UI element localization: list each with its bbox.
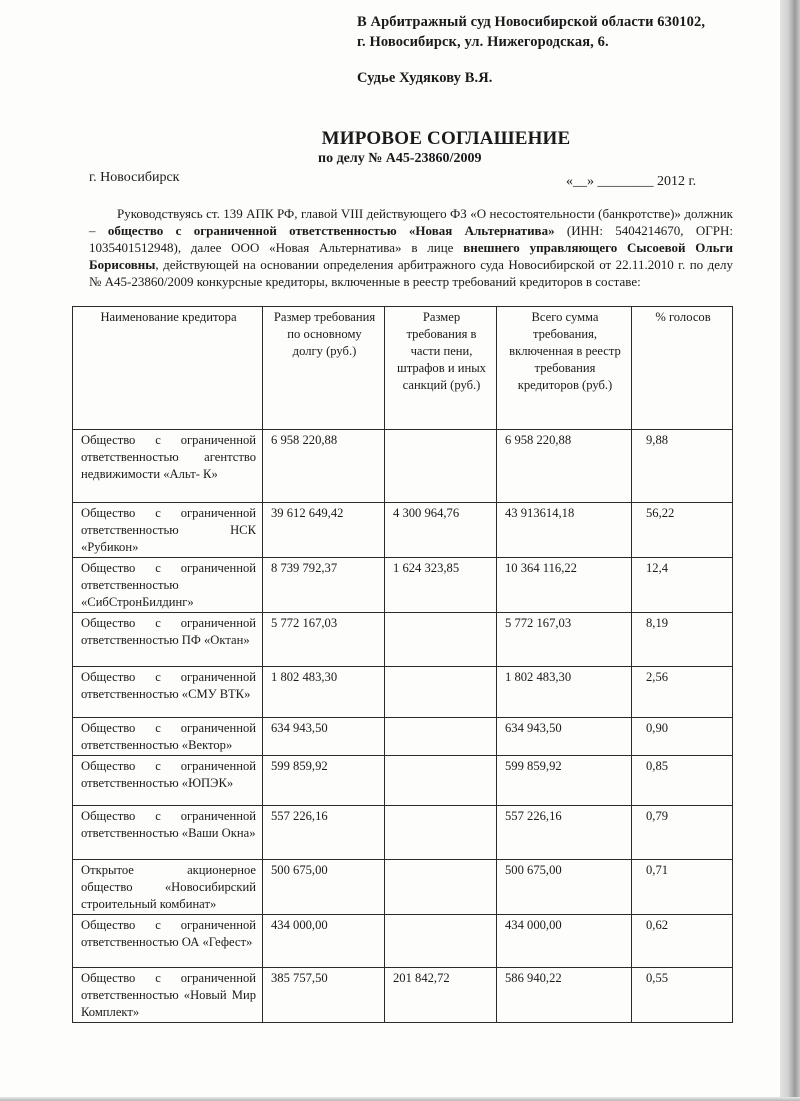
main-debt: 557 226,16 <box>263 806 385 860</box>
penalties <box>385 756 497 806</box>
penalties <box>385 860 497 915</box>
main-debt: 385 757,50 <box>263 968 385 1023</box>
intro-paragraph: Руководствуясь ст. 139 АПК РФ, главой VIII действующего ФЗ «О несостоятельности (банкротстве)» должник – общество с ограниченной ответственностью «Новая Альтернатива» (ИНН: 5404214670, ОГРН: 1035401512948), далее ООО «Новая Альтернатива» в лице внешнего управляющего Сысоевой Ольги Борисовны, действующей на основании определения арбитражного суда Новосибирской от 22.11.2010 г. по делу № А45-23860/2009 конкурсные кредиторы, включенные в реестр требований кредиторов в составе: <box>89 206 733 289</box>
votes-pct: 0,62 <box>632 915 733 968</box>
votes-pct: 0,90 <box>632 718 733 756</box>
votes-pct: 2,56 <box>632 667 733 718</box>
debtor-name: общество с ограниченной ответственностью «Новая Альтернатива» <box>107 223 555 238</box>
total: 500 675,00 <box>497 860 632 915</box>
creditor-name: Общество с ограниченной ответственностью агентство недвижимости «Альт- К» <box>73 430 263 503</box>
header-total: Всего сумма требования, включенная в реестр требования кредиторов (руб.) <box>497 307 632 430</box>
penalties <box>385 718 497 756</box>
penalties <box>385 430 497 503</box>
penalties <box>385 915 497 968</box>
table-row <box>73 558 733 613</box>
votes-pct: 8,19 <box>632 613 733 667</box>
table-row <box>73 806 733 860</box>
main-debt: 599 859,92 <box>263 756 385 806</box>
penalties: 4 300 964,76 <box>385 503 497 558</box>
document-title: МИРОВОЕ СОГЛАШЕНИЕ <box>321 128 571 149</box>
total: 43 913614,18 <box>497 503 632 558</box>
votes-pct: 56,22 <box>632 503 733 558</box>
main-debt: 1 802 483,30 <box>263 667 385 718</box>
city: г. Новосибирск <box>89 170 180 185</box>
judge-name: Судье Худякову В.Я. <box>357 70 493 86</box>
creditor-name: Общество с ограниченной ответственностью НСК «Рубикон» <box>73 503 263 558</box>
total: 10 364 116,22 <box>497 558 632 613</box>
court-address-line-1: В Арбитражный суд Новосибирской области 630102, <box>357 14 706 30</box>
total: 434 000,00 <box>497 915 632 968</box>
table-row <box>73 968 733 1023</box>
total: 5 772 167,03 <box>497 613 632 667</box>
creditors-table <box>72 306 733 1023</box>
header-penalties: Размер требования в части пени, штрафов и иных санкций (руб.) <box>385 307 497 430</box>
creditor-name: Общество с ограниченной ответственностью ОА «Гефест» <box>73 915 263 968</box>
table-row <box>73 613 733 667</box>
penalties <box>385 667 497 718</box>
table-row <box>73 915 733 968</box>
header-votes-pct: % голосов <box>632 307 733 430</box>
total: 634 943,50 <box>497 718 632 756</box>
main-debt: 6 958 220,88 <box>263 430 385 503</box>
votes-pct: 0,79 <box>632 806 733 860</box>
table-row <box>73 667 733 718</box>
addressee-block <box>357 12 705 88</box>
case-number: по делу № А45-23860/2009 <box>318 151 482 166</box>
main-debt: 634 943,50 <box>263 718 385 756</box>
header-main-debt: Размер требования по основному долгу (руб.) <box>263 307 385 430</box>
total: 6 958 220,88 <box>497 430 632 503</box>
creditor-name: Открытое акционерное общество «Новосибирский строительный комбинат» <box>73 860 263 915</box>
penalties: 201 842,72 <box>385 968 497 1023</box>
total: 1 802 483,30 <box>497 667 632 718</box>
penalties: 1 624 323,85 <box>385 558 497 613</box>
creditor-name: Общество с ограниченной ответственностью «ЮПЭК» <box>73 756 263 806</box>
total: 557 226,16 <box>497 806 632 860</box>
court-address-line-2: г. Новосибирск, ул. Нижегородская, 6. <box>357 34 609 50</box>
scanner-bottom-edge <box>0 1097 800 1101</box>
table-header-row <box>73 307 733 430</box>
table-row <box>73 718 733 756</box>
main-debt: 500 675,00 <box>263 860 385 915</box>
document-date: «__» ________ 2012 г. <box>566 174 697 189</box>
table-row <box>73 756 733 806</box>
table-row <box>73 503 733 558</box>
external-manager-name: внешнего управляющего Сысоевой Ольги Борисовны <box>89 240 733 272</box>
header-creditor-name: Наименование кредитора <box>73 307 263 430</box>
votes-pct: 9,88 <box>632 430 733 503</box>
creditor-name: Общество с ограниченной ответственностью ПФ «Октан» <box>73 613 263 667</box>
creditor-name: Общество с ограниченной ответственностью «Ваши Окна» <box>73 806 263 860</box>
table-row <box>73 860 733 915</box>
main-debt: 434 000,00 <box>263 915 385 968</box>
table-row <box>73 430 733 503</box>
creditor-name: Общество с ограниченной ответственностью «СибСтронБилдинг» <box>73 558 263 613</box>
creditor-name: Общество с ограниченной ответственностью «СМУ ВТК» <box>73 667 263 718</box>
creditor-name: Общество с ограниченной ответственностью «Вектор» <box>73 718 263 756</box>
scanner-edge <box>780 0 800 1101</box>
votes-pct: 12,4 <box>632 558 733 613</box>
total: 599 859,92 <box>497 756 632 806</box>
main-debt: 5 772 167,03 <box>263 613 385 667</box>
total: 586 940,22 <box>497 968 632 1023</box>
penalties <box>385 613 497 667</box>
penalties <box>385 806 497 860</box>
main-debt: 8 739 792,37 <box>263 558 385 613</box>
creditor-name: Общество с ограниченной ответственностью «Новый Мир Комплект» <box>73 968 263 1023</box>
votes-pct: 0,85 <box>632 756 733 806</box>
votes-pct: 0,71 <box>632 860 733 915</box>
votes-pct: 0,55 <box>632 968 733 1023</box>
main-debt: 39 612 649,42 <box>263 503 385 558</box>
